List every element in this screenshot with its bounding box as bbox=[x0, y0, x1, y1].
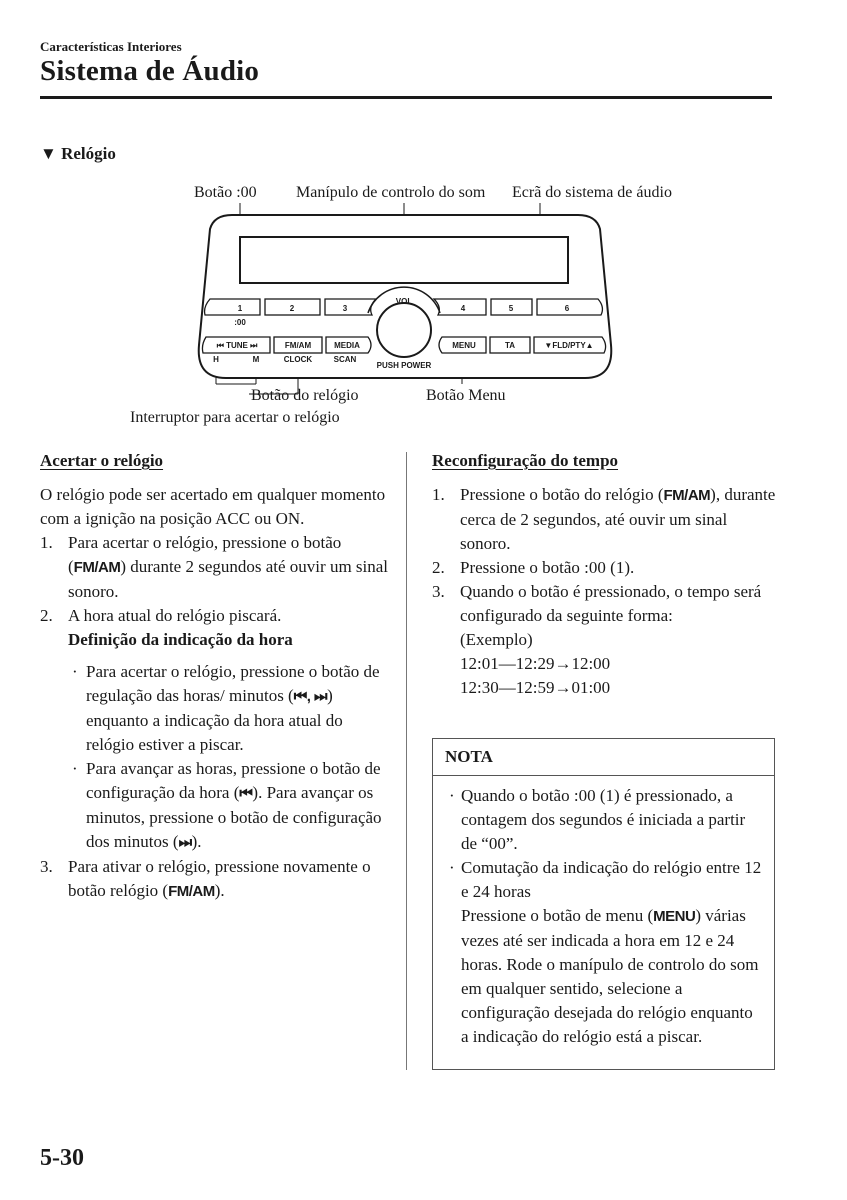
reset-step-3 bbox=[432, 580, 777, 700]
fmam-button-ref-2: FM/AM bbox=[168, 883, 215, 900]
sub00-label: :00 bbox=[234, 318, 246, 327]
bullet-1 bbox=[40, 660, 392, 757]
reset-step-2-number: 2. bbox=[432, 558, 445, 577]
step-2-number: 2. bbox=[40, 606, 53, 625]
nota-item-2 bbox=[445, 856, 764, 1049]
seek-back-icon: ⏮ bbox=[239, 785, 253, 802]
nota-title: NOTA bbox=[433, 739, 774, 776]
subheading: ▼ Relógio bbox=[40, 144, 116, 163]
nota-item-2-text-b: ) várias vezes até ser indicada a hora em 12 e 24 horas. Rode o manípulo de controlo do som em qualquer sentido, selecione a configuração desejada do relógio enquanto a indicação do relógio está a piscar. bbox=[461, 906, 759, 1046]
bullet-2-text-b: ). Para avançar os minutos, pressione o botão de configuração dos minutos ( bbox=[86, 783, 382, 851]
label-switch: Interruptor para acertar o relógio bbox=[130, 409, 340, 426]
step-3-text-b: ). bbox=[214, 881, 225, 900]
bullet-1-text-a: Para acertar o relógio, pressione o botão de regulação das horas/ minutos ( bbox=[86, 662, 380, 705]
reset-step-2 bbox=[432, 556, 777, 580]
nota-box bbox=[432, 738, 775, 1070]
fld-label: ▼FLD/PTY▲ bbox=[544, 341, 594, 350]
reset-step-3-number: 3. bbox=[432, 582, 445, 601]
fmam-button-ref: FM/AM bbox=[73, 559, 121, 576]
media-label: MEDIA bbox=[334, 341, 360, 350]
clock-label: CLOCK bbox=[283, 355, 313, 364]
fmam-button-ref-3: FM/AM bbox=[663, 487, 711, 504]
label-knob: Manípulo de controlo do som bbox=[296, 184, 486, 201]
audio-panel-diagram bbox=[0, 175, 847, 437]
preset-5-label: 5 bbox=[508, 304, 514, 313]
reset-step-1-text-a: Pressione o botão do relógio ( bbox=[460, 485, 664, 504]
menu-label: MENU bbox=[452, 341, 476, 350]
preset-1-label: 1 bbox=[237, 304, 243, 313]
intro-text: O relógio pode ser acertado em qualquer momento com a ignição na posição ACC ou ON. bbox=[40, 485, 386, 528]
seek-icons-ref: ⏮, ⏭ bbox=[293, 688, 328, 705]
nota-body bbox=[433, 776, 774, 1049]
preset-2-label: 2 bbox=[289, 304, 295, 313]
step-1-text-a: Para acertar o relógio, pressione o botão ( bbox=[68, 533, 342, 576]
preset-6-button[interactable] bbox=[537, 299, 602, 315]
label-btn00: Botão :00 bbox=[194, 184, 257, 201]
left-heading: Acertar o relógio bbox=[40, 451, 164, 470]
reset-step-2-text: Pressione o botão :00 (1). bbox=[460, 558, 635, 577]
section-label: Características Interiores bbox=[40, 39, 182, 54]
right-heading: Reconfiguração do tempo bbox=[432, 451, 619, 470]
h-label: H bbox=[213, 355, 219, 364]
step-3 bbox=[40, 855, 392, 904]
scan-label: SCAN bbox=[333, 355, 357, 364]
right-column bbox=[432, 449, 777, 700]
bullet-2-text-a: Para avançar as horas, pressione o botão de configuração da hora ( bbox=[86, 759, 381, 802]
fmam-label: FM/AM bbox=[284, 341, 312, 350]
label-menu: Botão Menu bbox=[426, 387, 506, 404]
nota-item-1-dot: · bbox=[449, 786, 455, 805]
step-1-text-b: ) durante 2 segundos até ouvir um sinal sonoro. bbox=[68, 557, 389, 601]
bullet-2 bbox=[40, 757, 392, 855]
reset-step-1-number: 1. bbox=[432, 485, 445, 504]
label-clock: Botão do relógio bbox=[251, 387, 359, 404]
bullet-2-text-c: ). bbox=[191, 832, 202, 851]
title-rule bbox=[40, 96, 772, 99]
vol-label: VOL bbox=[395, 297, 413, 306]
step-2-text: A hora atual do relógio piscará. bbox=[68, 606, 282, 625]
left-column bbox=[40, 449, 392, 904]
page-number: 5-30 bbox=[40, 1145, 84, 1171]
seek-forward-icon: ⏭ bbox=[178, 834, 192, 851]
example-1: 12:01—12:29→12:00 bbox=[460, 654, 611, 673]
step-1 bbox=[40, 531, 392, 604]
bullet-1-dot: · bbox=[72, 662, 78, 681]
display-screen bbox=[240, 237, 568, 283]
example-title: (Exemplo) bbox=[460, 630, 533, 649]
step-3-text-a: Para ativar o relógio, pressione novamente o botão relógio ( bbox=[68, 857, 371, 900]
menu-button-ref: MENU bbox=[653, 908, 696, 925]
label-screen: Ecrã do sistema de áudio bbox=[512, 184, 672, 201]
nota-item-2-dot: · bbox=[449, 858, 455, 877]
nota-item-2-text-a: Pressione o botão de menu ( bbox=[461, 906, 654, 925]
volume-knob[interactable] bbox=[377, 303, 431, 357]
preset-1-button[interactable] bbox=[205, 299, 260, 315]
step-1-number: 1. bbox=[40, 533, 53, 552]
column-divider bbox=[406, 452, 407, 1070]
push-power-label: PUSH POWER bbox=[376, 361, 432, 370]
ta-label: TA bbox=[504, 341, 516, 350]
step-3-number: 3. bbox=[40, 857, 53, 876]
nota-item-1 bbox=[445, 784, 764, 856]
m-label: M bbox=[252, 355, 260, 364]
example-2: 12:30—12:59→01:00 bbox=[460, 678, 611, 697]
preset-6-label: 6 bbox=[564, 304, 570, 313]
step-2 bbox=[40, 604, 392, 652]
preset-4-label: 4 bbox=[460, 304, 466, 313]
preset-3-label: 3 bbox=[342, 304, 348, 313]
reset-step-3-text: Quando o botão é pressionado, o tempo será configurado da seguinte forma: bbox=[460, 582, 762, 625]
bullet-2-dot: · bbox=[72, 759, 78, 778]
reset-step-1-text-b: ), durante cerca de 2 segundos, até ouvir um sinal sonoro. bbox=[460, 485, 776, 553]
nota-item-2-text: Comutação da indicação do relógio entre 12 e 24 horas bbox=[461, 858, 762, 901]
step-2-bold: Definição da indicação da hora bbox=[68, 630, 293, 649]
page-title: Sistema de Áudio bbox=[40, 55, 260, 87]
bullet-1-text-b: ) enquanto a indicação da hora atual do relógio estiver a piscar. bbox=[86, 686, 343, 754]
tune-label: ⏮ TUNE ⏭ bbox=[216, 341, 258, 350]
reset-step-1 bbox=[432, 483, 777, 556]
nota-item-1-text: Quando o botão :00 (1) é pressionado, a contagem dos segundos é iniciada a partir de “00”. bbox=[461, 786, 746, 853]
